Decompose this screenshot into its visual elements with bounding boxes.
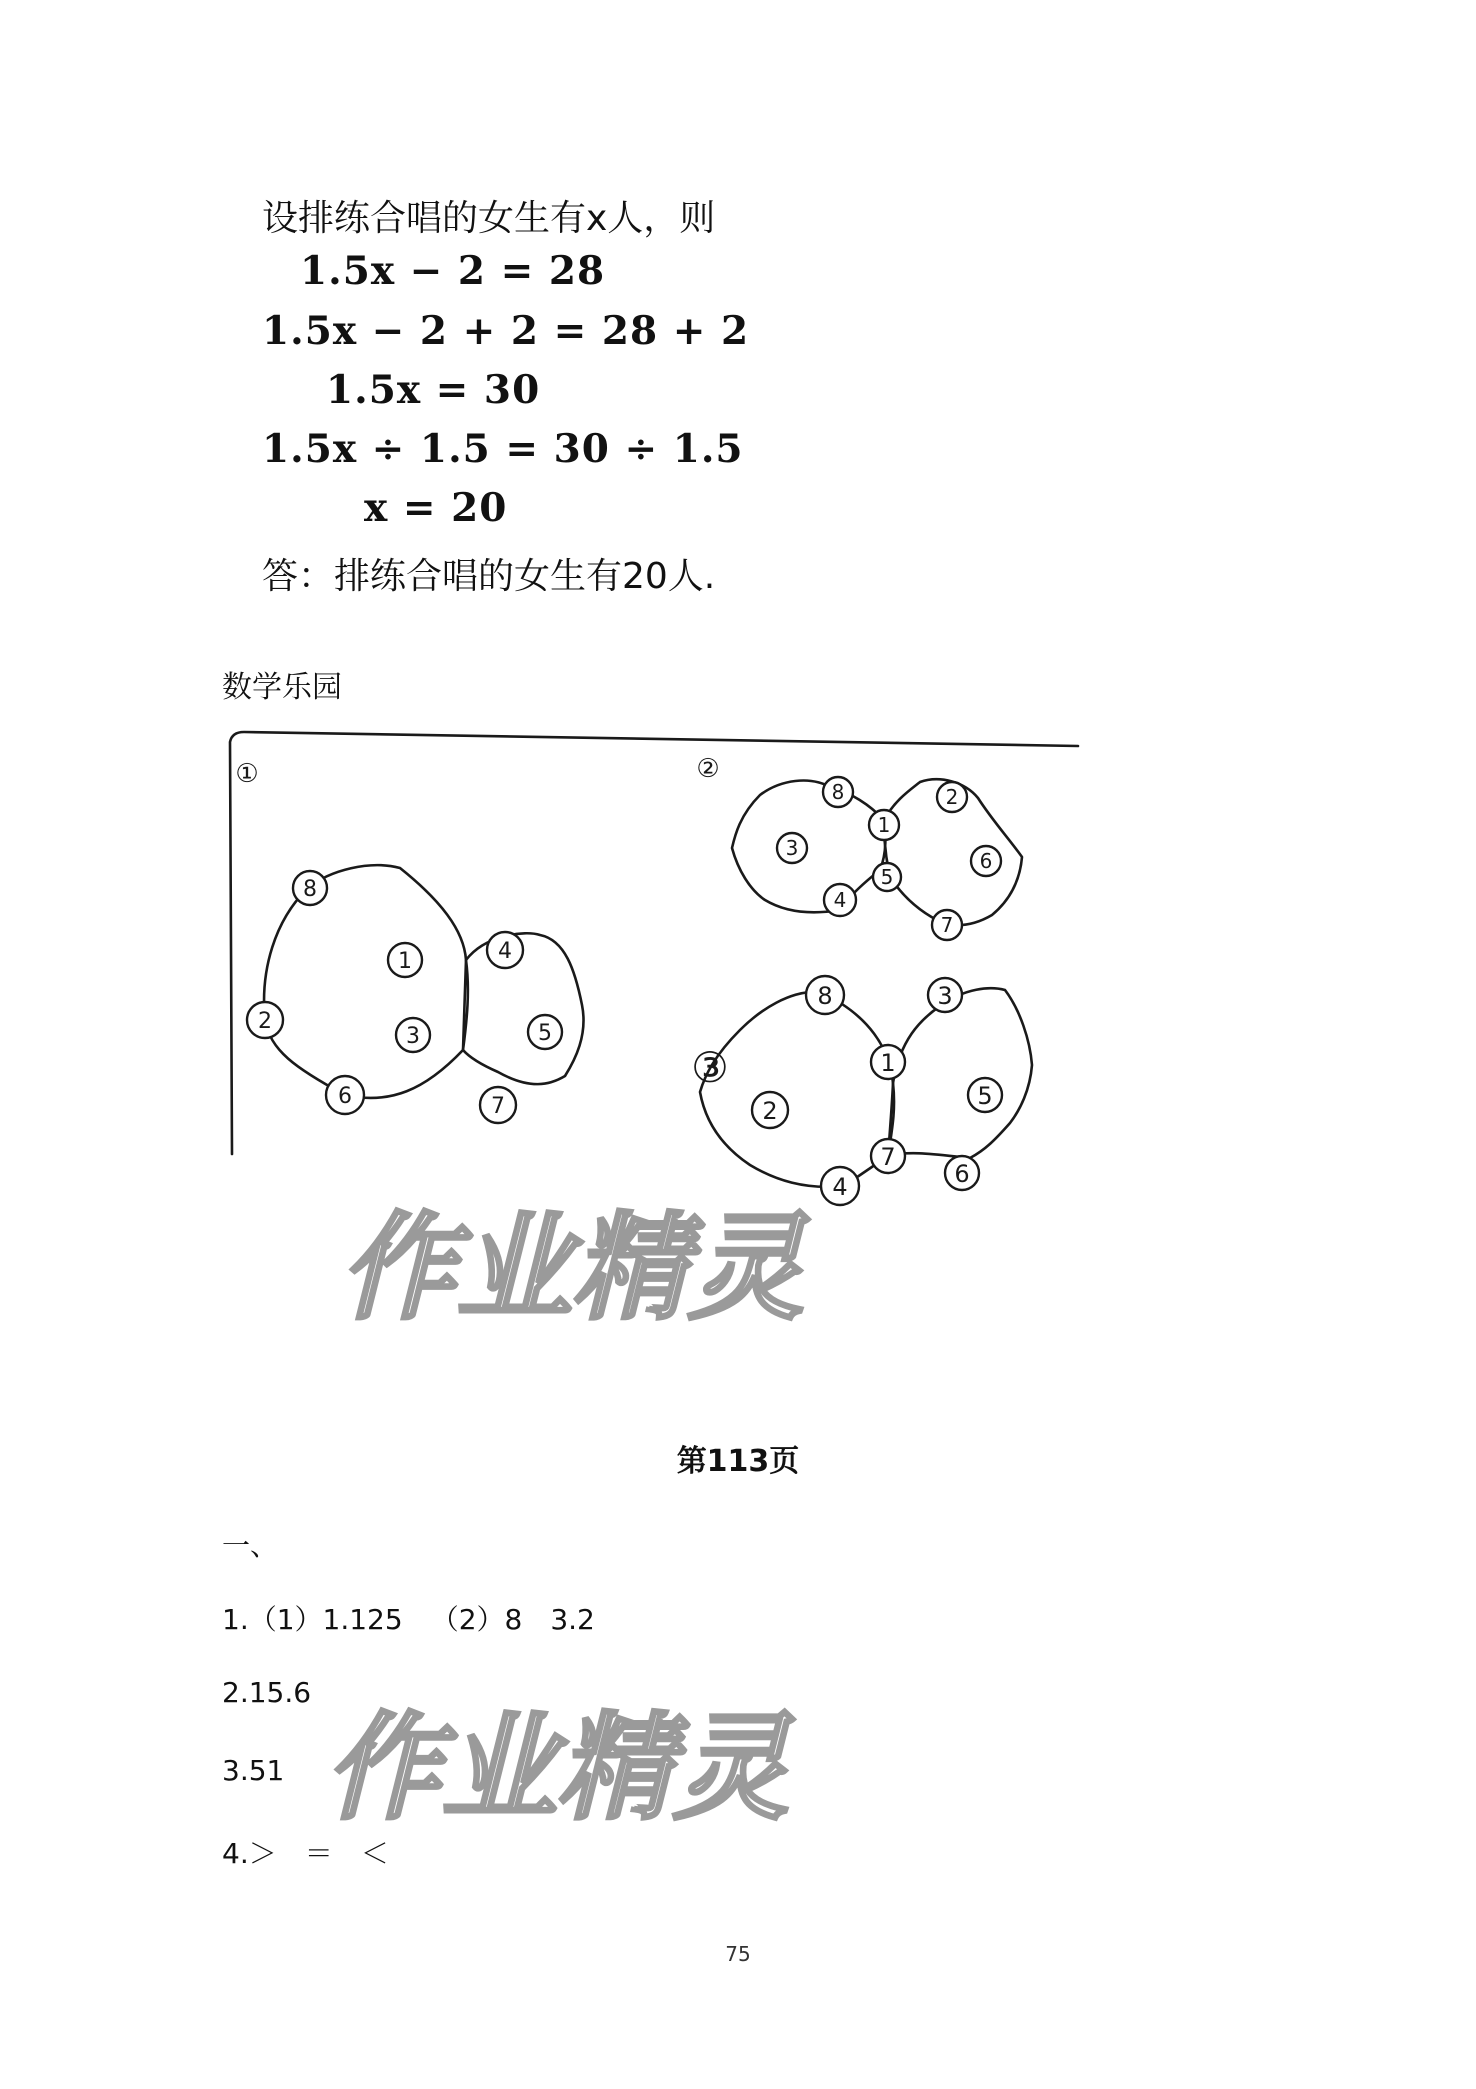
svg-text:5: 5	[977, 1082, 993, 1110]
answer-q1-part1: 1.（1）1.125	[222, 1603, 403, 1636]
fig2-nodes	[777, 777, 1001, 940]
svg-text:作业精灵: 作业精灵	[325, 1701, 789, 1836]
svg-text:8: 8	[831, 780, 845, 804]
fig1-label: ①	[235, 759, 259, 789]
fig1-node-8	[293, 871, 327, 905]
svg-text:3: 3	[785, 836, 799, 860]
fig3-nodes	[752, 976, 1002, 1205]
svg-text:2: 2	[258, 1009, 272, 1034]
svg-text:6: 6	[954, 1160, 970, 1188]
svg-text:7: 7	[880, 1143, 896, 1171]
fig3-node-1	[871, 1045, 905, 1079]
svg-text:1: 1	[880, 1049, 896, 1077]
svg-text:1: 1	[877, 813, 891, 837]
fig2-node-2	[937, 782, 967, 812]
fig2-node-5	[873, 863, 901, 891]
answer-q1	[222, 1598, 595, 1638]
fig3-node-6	[945, 1156, 979, 1190]
fig3-node-8	[806, 976, 844, 1014]
fig3-node-2	[752, 1092, 788, 1128]
fig3-node-7	[871, 1139, 905, 1173]
answer-q4: 4.＞ ＝ ＜	[222, 1837, 389, 1870]
equation-line-1: 1.5x − 2 = 28	[300, 248, 606, 294]
svg-text:6: 6	[338, 1084, 352, 1109]
svg-text:1: 1	[398, 949, 412, 974]
svg-text:5: 5	[880, 865, 894, 889]
svg-text:2: 2	[762, 1097, 778, 1125]
solution-answer: 答：排练合唱的女生有20人.	[262, 556, 716, 597]
equation-line-4: 1.5x ÷ 1.5 = 30 ÷ 1.5	[262, 426, 744, 472]
equation-line-3: 1.5x = 30	[326, 367, 541, 413]
fig1-node-1	[388, 943, 422, 977]
equation-line-2: 1.5x − 2 + 2 = 28 + 2	[262, 308, 750, 354]
part-label: 一、	[222, 1529, 279, 1562]
fig3-node-5	[968, 1078, 1002, 1112]
fig1-node-5	[528, 1015, 562, 1049]
fig2-node-8	[823, 777, 853, 807]
watermark-bottom	[315, 1690, 835, 1840]
answer-q2: 2.15.6	[222, 1676, 312, 1709]
fig1-left-loop	[264, 865, 468, 1098]
answer-q1-part2: （2）8	[430, 1603, 523, 1636]
page-number: 75	[725, 1942, 751, 1966]
svg-text:7: 7	[940, 913, 954, 937]
svg-text:2: 2	[945, 785, 959, 809]
fig2-label: ②	[696, 754, 720, 784]
svg-text:3: 3	[406, 1024, 420, 1049]
fig1-node-3	[396, 1018, 430, 1052]
fig3-label: ③	[691, 1043, 729, 1092]
answer-q1-part3: 3.2	[550, 1603, 595, 1636]
fig2-node-3	[777, 833, 807, 863]
svg-text:8: 8	[303, 877, 317, 902]
fig3-node-4	[821, 1167, 859, 1205]
fig3-right-loop	[888, 988, 1032, 1158]
fig2-node-4	[824, 884, 856, 916]
svg-text:5: 5	[538, 1021, 552, 1046]
solution-setup: 设排练合唱的女生有x人，则	[262, 198, 716, 239]
svg-text:7: 7	[491, 1094, 505, 1119]
fig3-left-loop	[700, 992, 894, 1187]
fig2-node-6	[971, 846, 1001, 876]
fig1-node-7	[480, 1087, 516, 1123]
svg-text:4: 4	[832, 1173, 848, 1201]
fig1-node-4	[487, 932, 523, 968]
svg-text:3: 3	[937, 982, 953, 1010]
page-heading: 第113页	[676, 1444, 800, 1479]
fig2-node-1	[869, 810, 899, 840]
svg-text:作业精灵: 作业精灵	[340, 1201, 804, 1336]
svg-text:6: 6	[979, 849, 993, 873]
equation-line-5: x = 20	[364, 485, 508, 531]
math-park-figure	[220, 720, 1080, 1360]
svg-text:8: 8	[817, 982, 833, 1010]
svg-text:4: 4	[498, 939, 512, 964]
fig2-left-loop	[732, 781, 885, 913]
fig1-nodes	[247, 871, 562, 1123]
fig3-node-3	[928, 978, 962, 1012]
svg-text:4: 4	[833, 888, 847, 912]
fig1-node-2	[247, 1002, 283, 1038]
fig1-node-6	[326, 1076, 364, 1114]
math-park-title: 数学乐园	[222, 670, 342, 705]
fig2-node-7	[932, 910, 962, 940]
answer-q3: 3.51	[222, 1754, 285, 1787]
